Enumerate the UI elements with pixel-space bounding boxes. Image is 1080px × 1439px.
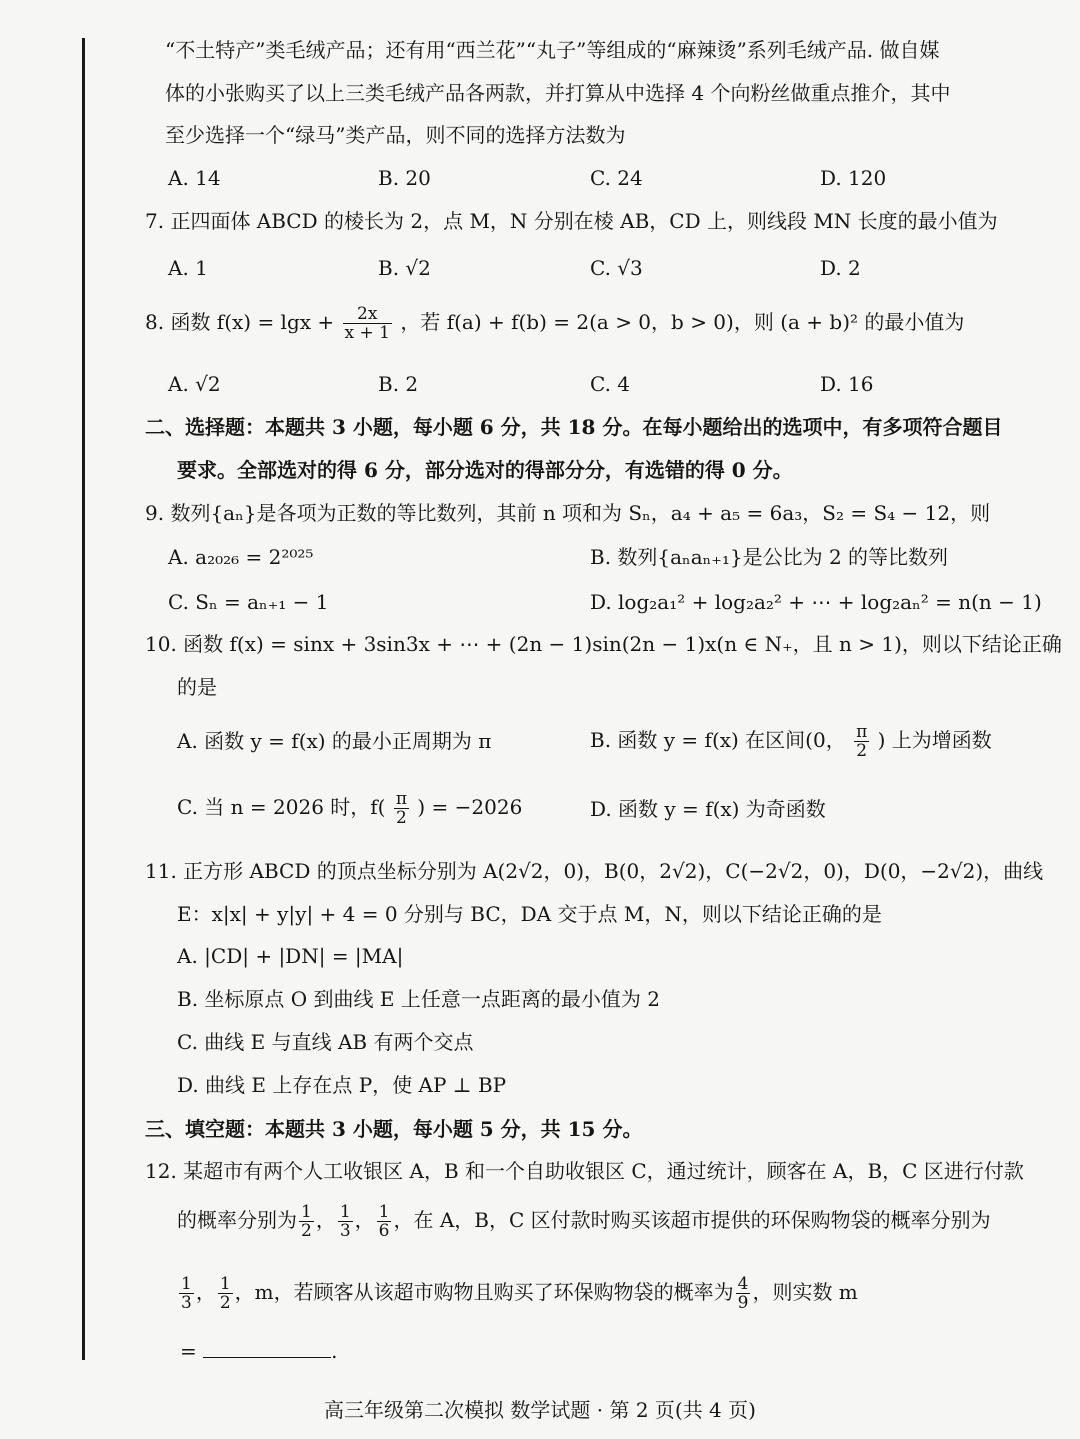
q10-option-c-fraction-denominator: 2: [396, 808, 407, 828]
q12-frac-denominator: 2: [219, 1293, 231, 1313]
q12-comma: ，: [315, 1208, 336, 1232]
q12-frac-denominator: 6: [378, 1221, 390, 1241]
q10-option-c-part-a: C. 当 n = 2026 时，f(: [177, 795, 386, 819]
q12-frac-numerator: 1: [378, 1202, 390, 1222]
q11-option-d: D. 曲线 E 上存在点 P，使 AP ⊥ BP: [177, 1073, 507, 1097]
q7-option-c: C. √3: [590, 256, 643, 280]
q10-option-b-fraction: [854, 723, 869, 760]
q12-fraction-one-third-bag: [179, 1275, 194, 1312]
q11-stem-line-2: E：x|x| + y|y| + 4 = 0 分别与 BC，DA 交于点 M，N，则以下结论正确的是: [177, 902, 882, 926]
q10-option-c: [177, 785, 522, 829]
q12-fraction-one-third: [338, 1203, 353, 1240]
q12-fraction-four-ninths: [736, 1275, 751, 1312]
q12-frac-denominator: 9: [737, 1293, 749, 1313]
q12-comma: ，: [195, 1280, 216, 1304]
q12-line-2-part-a: 的概率分别为: [177, 1208, 297, 1232]
binding-margin-line: [82, 38, 85, 1360]
q12-frac-numerator: 1: [301, 1202, 312, 1222]
q7-option-d: D. 2: [820, 256, 861, 280]
q12-frac-denominator: 3: [181, 1293, 192, 1313]
q8-option-c: C. 4: [590, 372, 631, 396]
q6-line-3: 至少选择一个“绿马”类产品，则不同的选择方法数为: [165, 123, 626, 147]
q10-option-d: D. 函数 y = f(x) 为奇函数: [590, 797, 826, 821]
q10-option-b-fraction-denominator: 2: [856, 741, 868, 761]
page-footer: 高三年级第二次模拟 数学试题 · 第 2 页(共 4 页): [324, 1398, 756, 1422]
q12-frac-denominator: 2: [301, 1221, 312, 1241]
q12-line-3-part-b: ，m，若顾客从该超市购物且购买了环保购物袋的概率为: [234, 1280, 734, 1304]
q11-option-a: A. |CD| + |DN| = |MA|: [177, 944, 404, 968]
q10-option-c-fraction-numerator: π: [395, 789, 408, 809]
q6-option-a: A. 14: [168, 166, 221, 190]
q12-stem-line-3: [177, 1270, 858, 1314]
q8-stem: [145, 300, 964, 344]
q12-fraction-one-sixth: [377, 1203, 392, 1240]
q12-fraction-one-half-bag: [218, 1275, 233, 1312]
q12-stem-line-2: [177, 1198, 991, 1242]
q12-fraction-one-half: [299, 1203, 314, 1240]
q11-option-b: B. 坐标原点 O 到曲线 E 上任意一点距离的最小值为 2: [177, 987, 660, 1011]
q12-line-3-part-c: ，则实数 m: [752, 1280, 858, 1304]
q6-option-c: C. 24: [590, 166, 643, 190]
q10-stem-line-1: 10. 函数 f(x) = sinx + 3sin3x + ⋯ + (2n − 1)sin(2n − 1)x(n ∈ N₊，且 n > 1)，则以下结论正确: [145, 632, 1062, 656]
q10-stem-line-2: 的是: [177, 675, 217, 699]
q12-frac-numerator: 4: [737, 1274, 749, 1294]
q9-option-c: C. Sₙ = aₙ₊₁ − 1: [168, 590, 329, 614]
q10-option-b-part-a: B. 函数 y = f(x) 在区间(0，: [590, 728, 846, 752]
q8-fraction-denominator: x + 1: [344, 323, 390, 343]
q8-stem-part-b: ，若 f(a) + f(b) = 2(a > 0，b > 0)，则 (a + b)² 的最小值为: [400, 310, 965, 334]
q10-option-c-part-b: ) = −2026: [417, 795, 523, 819]
q10-option-c-fraction: [394, 790, 409, 827]
q8-option-a: A. √2: [168, 372, 221, 396]
q9-stem: 9. 数列{aₙ}是各项为正数的等比数列，其前 n 项和为 Sₙ，a₄ + a₅ = 6a₃，S₂ = S₄ − 12，则: [145, 501, 991, 525]
q12-line-2-part-b: ，在 A，B，C 区付款时购买该超市提供的环保购物袋的概率分别为: [393, 1208, 991, 1232]
q7-option-a: A. 1: [168, 256, 208, 280]
q12-frac-numerator: 1: [339, 1202, 351, 1222]
section-3-heading: 三、填空题：本题共 3 小题，每小题 5 分，共 15 分。: [145, 1117, 643, 1141]
q6-option-b: B. 20: [378, 166, 431, 190]
q12-frac-numerator: 1: [219, 1274, 231, 1294]
q8-fraction: [343, 305, 392, 342]
q8-stem-part-a: 8. 函数 f(x) = lgx +: [145, 310, 335, 334]
q11-stem-line-1: 11. 正方形 ABCD 的顶点坐标分别为 A(2√2，0)，B(0，2√2)，C(−2√2，0)，D(0，−2√2)，曲线: [145, 859, 1044, 883]
q6-line-1: “不土特产”类毛绒产品；还有用“西兰花”“丸子”等组成的“麻辣烫”系列毛绒产品. 做自媒: [165, 38, 940, 62]
q12-comma: ，: [354, 1208, 375, 1232]
section-2-heading-line-1: 二、选择题：本题共 3 小题，每小题 6 分，共 18 分。在每小题给出的选项中，有多项符合题目: [145, 415, 1003, 439]
q12-answer-blank[interactable]: [203, 1339, 331, 1358]
q9-option-d: D. log₂a₁² + log₂a₂² + ⋯ + log₂aₙ² = n(n − 1): [590, 590, 1042, 614]
q12-stem-line-1: 12. 某超市有两个人工收银区 A，B 和一个自助收银区 C，通过统计，顾客在 A，B，C 区进行付款: [145, 1159, 1024, 1183]
q12-equals: =: [180, 1339, 197, 1363]
q9-option-a: A. a₂₀₂₆ = 2²⁰²⁵: [168, 545, 314, 569]
q7-stem: 7. 正四面体 ABCD 的棱长为 2，点 M，N 分别在棱 AB，CD 上，则线段 MN 长度的最小值为: [145, 209, 998, 233]
q8-option-d: D. 16: [820, 372, 874, 396]
q10-option-a: A. 函数 y = f(x) 的最小正周期为 π: [177, 729, 492, 753]
q6-option-d: D. 120: [820, 166, 887, 190]
q10-option-b-fraction-numerator: π: [856, 722, 868, 742]
section-2-heading-line-2: 要求。全部选对的得 6 分，部分选对的得部分分，有选错的得 0 分。: [177, 458, 793, 482]
q7-option-b: B. √2: [378, 256, 431, 280]
q12-frac-numerator: 1: [181, 1274, 192, 1294]
q9-option-b: B. 数列{aₙaₙ₊₁}是公比为 2 的等比数列: [590, 545, 949, 569]
q12-frac-denominator: 3: [339, 1221, 351, 1241]
q10-option-b-part-b: ) 上为增函数: [877, 728, 992, 752]
q8-option-b: B. 2: [378, 372, 419, 396]
q6-line-2: 体的小张购买了以上三类毛绒产品各两款，并打算从中选择 4 个向粉丝做重点推介，其中: [165, 81, 951, 105]
q8-fraction-numerator: 2x: [343, 305, 392, 324]
q12-period: .: [331, 1339, 338, 1363]
q10-option-b: [590, 718, 992, 762]
q12-answer-line: [180, 1337, 337, 1365]
q11-option-c: C. 曲线 E 与直线 AB 有两个交点: [177, 1030, 474, 1054]
